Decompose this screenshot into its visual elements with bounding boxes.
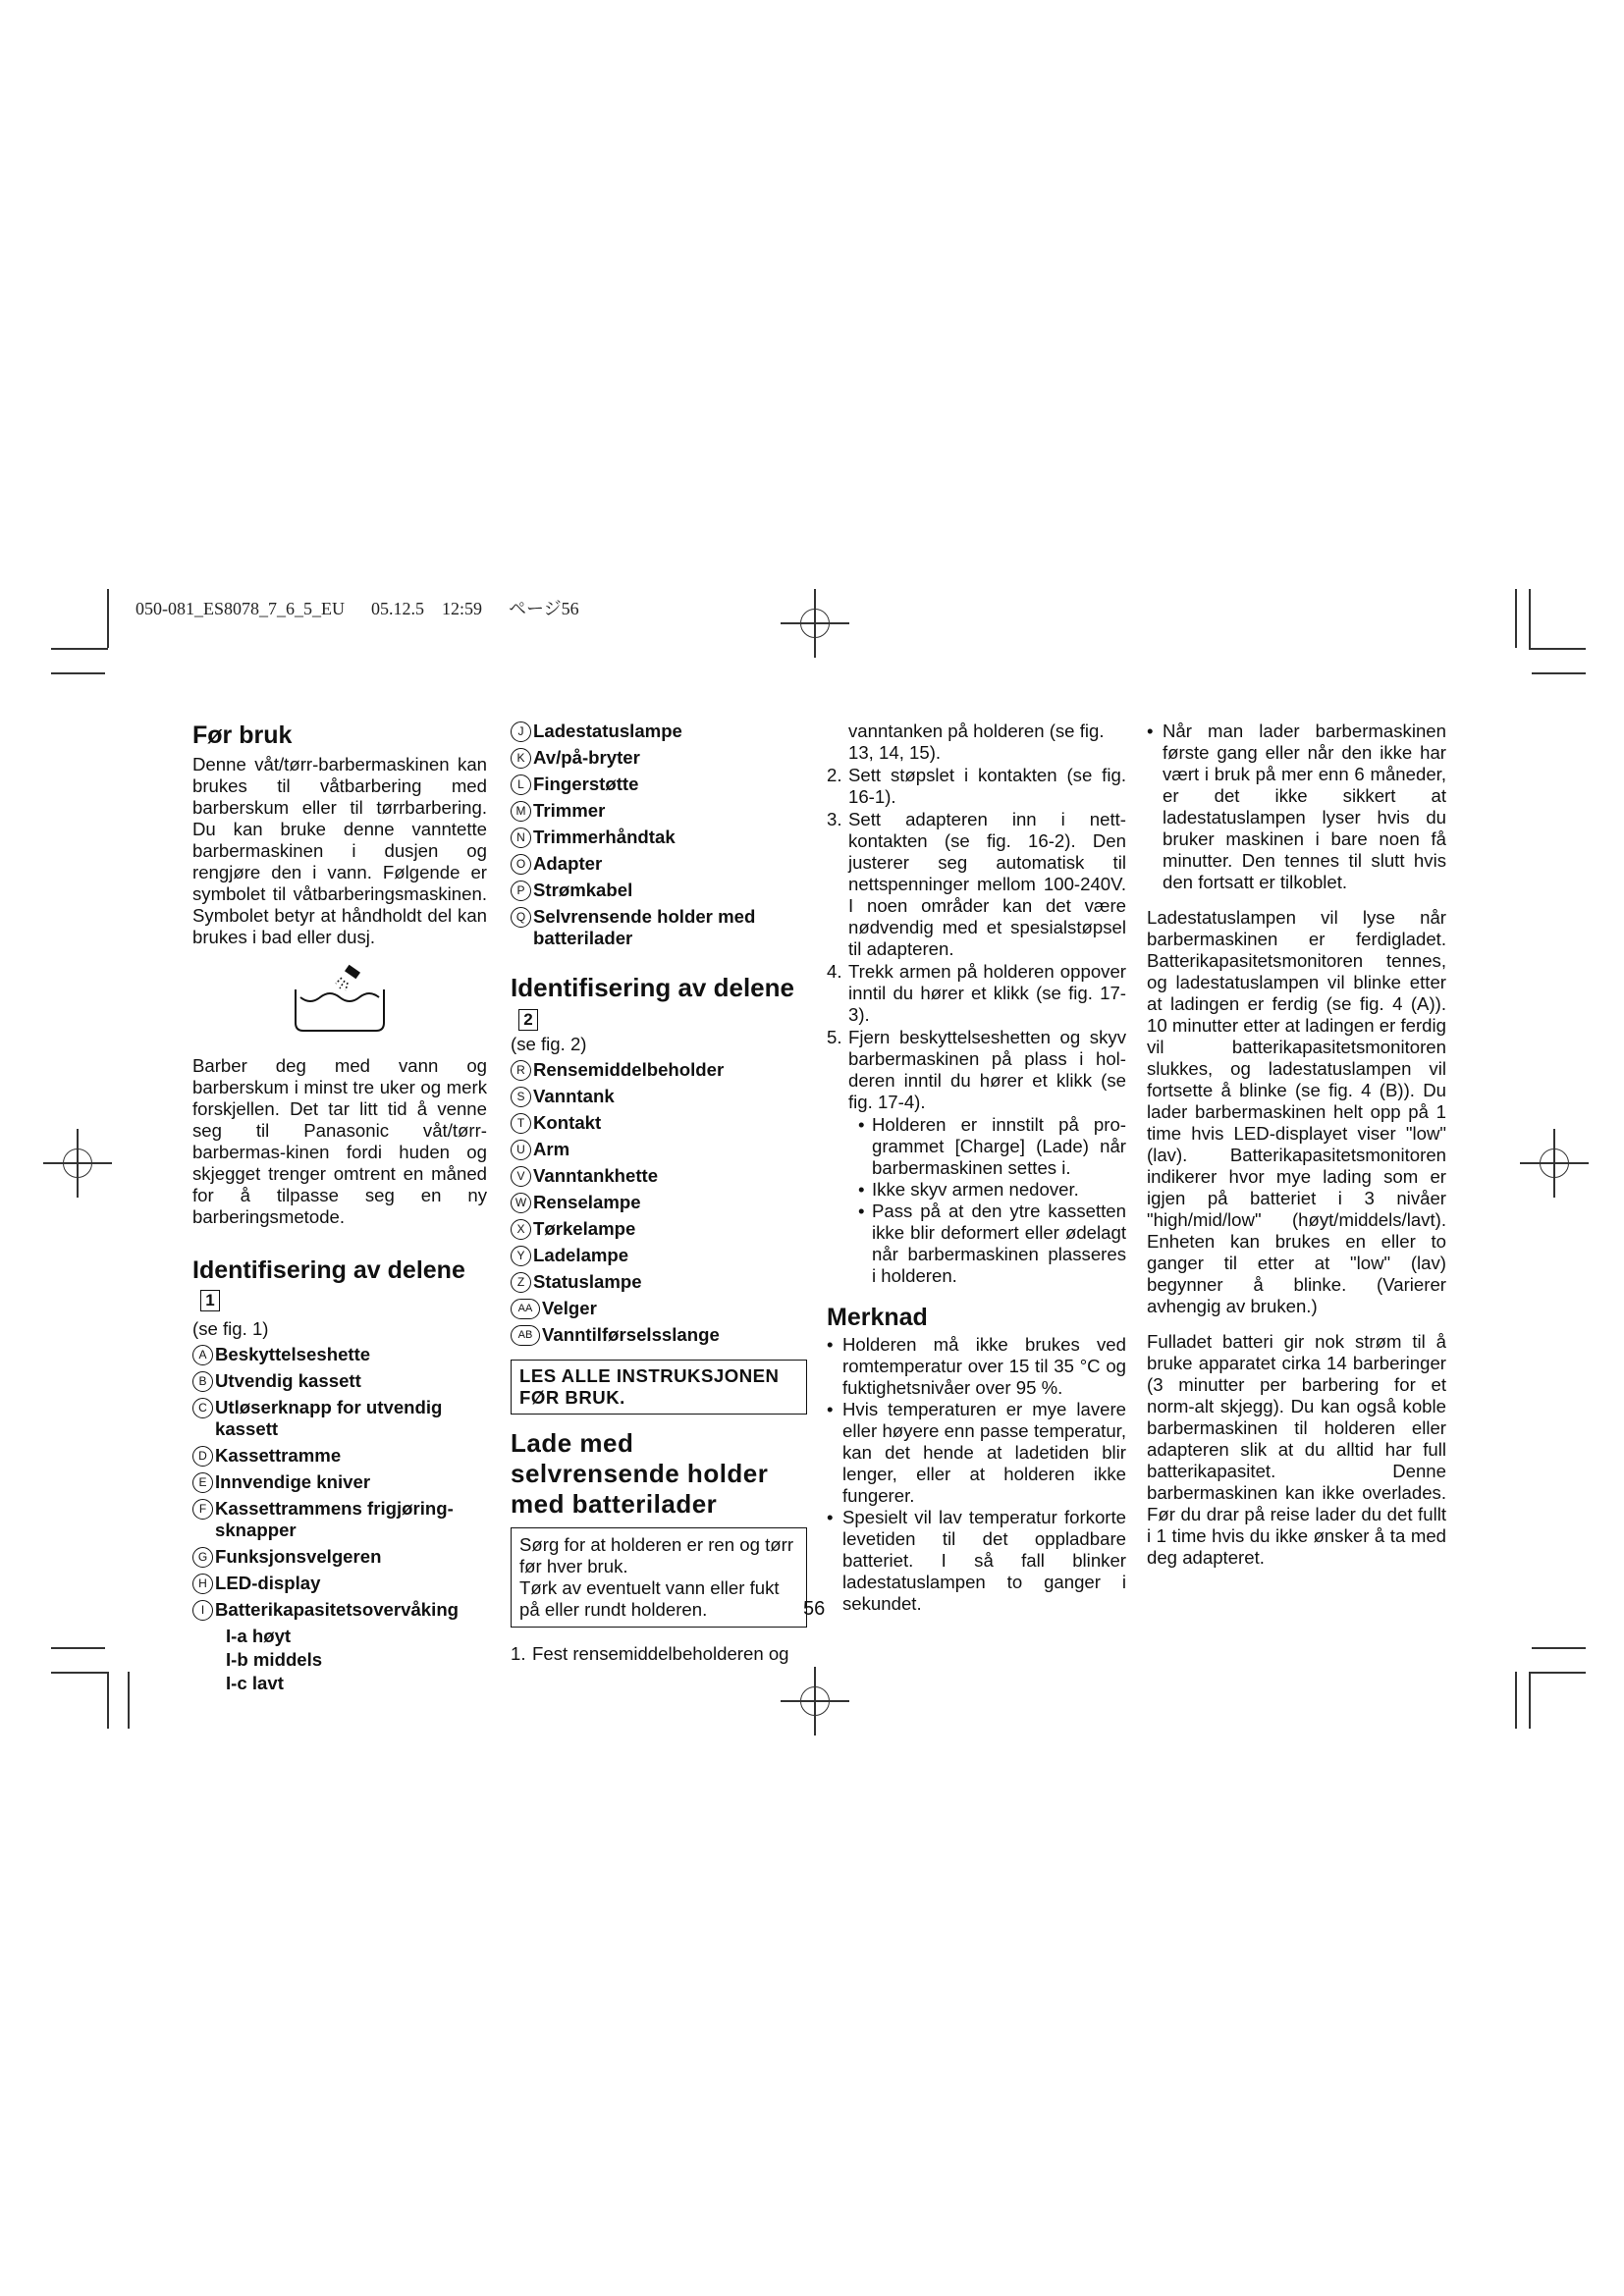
part-label: Trimmer [533, 800, 606, 821]
note-bullet [827, 1399, 1126, 1507]
part-letter-badge: G [192, 1547, 213, 1568]
steps-list [827, 765, 1126, 1113]
header-date: 05.12.5 [371, 599, 424, 618]
part-label: Utløserknapp for utvendig kassett [215, 1397, 443, 1439]
bullet-first-charge [1147, 721, 1446, 893]
part-item [511, 1059, 807, 1081]
part-letter-badge: T [511, 1113, 531, 1134]
part-label: Beskyttelseshette [215, 1344, 371, 1364]
part-label: Vanntank [533, 1086, 615, 1106]
step-item [827, 809, 1126, 960]
part-item [192, 1397, 487, 1440]
crop-mark [107, 1672, 109, 1729]
bullet-text: Spesielt vil lav temperatur forkorte levetiden til det oppladbare batteriet. I så fall blinker ladestatuslampen to ganger i sekundet. [842, 1507, 1126, 1614]
part-label: Adapter [533, 853, 603, 874]
part-label: Ladelampe [533, 1245, 629, 1265]
part-label: Rensemiddelbeholder [533, 1059, 725, 1080]
column-1 [192, 721, 487, 1696]
crop-mark [51, 1647, 105, 1649]
registration-mark [781, 589, 849, 658]
step-number: 1. [511, 1643, 526, 1664]
part-letter-badge: B [192, 1371, 213, 1392]
part-letter-badge: X [511, 1219, 531, 1240]
battery-level-item [226, 1673, 487, 1694]
part-item [192, 1498, 487, 1541]
bullet-dot: • [827, 1507, 834, 1527]
part-item [511, 747, 807, 769]
part-item [511, 853, 807, 875]
note-bullet [827, 1507, 1126, 1615]
part-letter-badge: AA [511, 1299, 540, 1319]
section-title-before-use: Før bruk [192, 721, 293, 749]
battery-level-item [226, 1626, 487, 1647]
part-label: Trimmerhåndtak [533, 827, 676, 847]
part-label: Fingerstøtte [533, 774, 639, 794]
bullet-text: Holderen må ikke brukes ved romtemperatur over 15 til 35 °C og fuktighetsnivåer over 95 %. [842, 1334, 1126, 1398]
step-number: 3. [827, 809, 842, 829]
crop-mark [128, 1672, 130, 1729]
section-title-parts-2 [511, 973, 807, 1034]
part-label: Innvendige kniver [215, 1471, 371, 1492]
part-label: Arm [533, 1139, 570, 1159]
step-number: 5. [827, 1027, 842, 1047]
crop-mark [1529, 589, 1531, 648]
parts-list-1-continued [511, 721, 807, 949]
step-text: Fjern beskyttelseshetten og skyv barbermaskinen på plass i hol-deren inntil du hører et klikk (se fig. 17-4). [848, 1027, 1126, 1112]
crop-mark [1532, 1647, 1586, 1649]
bullet-text: Pass på at den ytre kassetten ikke blir deformert eller ødelagt når barbermaskinen plasseres i holderen. [872, 1201, 1126, 1286]
part-item [511, 1271, 807, 1293]
care-notice-box: Sørg for at holderen er ren og tørr før hver bruk. Tørk av eventuelt vann eller fukt på eller rundt holderen. [511, 1527, 807, 1628]
step-text: Sett adapteren inn i nett-kontakten (se fig. 16-2). Den justerer seg automatisk til nettspenninger mellom 100-240V. I noen områder kan det være nødvendig med et spesialstøpsel til adapteren. [848, 809, 1126, 959]
part-item [511, 1165, 807, 1187]
part-letter-badge: N [511, 828, 531, 848]
bullet-dot: • [827, 1334, 834, 1355]
step-item [827, 961, 1126, 1026]
part-item [511, 774, 807, 795]
part-letter-badge: I [226, 1626, 232, 1646]
step-5-notes [827, 1114, 1126, 1287]
part-label: Vanntankhette [533, 1165, 659, 1186]
part-item [511, 906, 807, 949]
part-label: Batterikapasitetsovervåking [215, 1599, 460, 1620]
section-title-charging: Lade med selvrensende holder med batterilader [511, 1428, 769, 1519]
part-item [511, 721, 807, 742]
battery-levels-list [192, 1626, 487, 1694]
crop-mark [1515, 1672, 1517, 1729]
part-item [511, 800, 807, 822]
part-item [511, 827, 807, 848]
part-label: Strømkabel [533, 880, 633, 900]
part-label: Selvrensende holder med batterilader [533, 906, 756, 948]
notes-list [827, 1334, 1126, 1615]
part-letter-badge: AB [511, 1325, 540, 1346]
sub-bullet [858, 1201, 1126, 1287]
step-text: vanntanken på holderen (se fig. 13, 14, 15). [848, 721, 1105, 763]
crop-mark [51, 672, 105, 674]
step-1-continued [827, 721, 1126, 764]
step-text: Fest rensemiddelbeholderen og [532, 1643, 789, 1664]
part-letter-badge: L [511, 774, 531, 795]
part-letter-badge: S [511, 1087, 531, 1107]
part-item [511, 1112, 807, 1134]
part-label: Velger [542, 1298, 597, 1318]
note-bullet [827, 1334, 1126, 1399]
sub-bullet [858, 1179, 1126, 1201]
warning-notice: LES ALLE INSTRUKSJONEN FØR BRUK. [511, 1360, 807, 1415]
part-item [511, 1139, 807, 1160]
header-time: 12:59 [442, 599, 483, 618]
bullet-text: Ikke skyv armen nedover. [872, 1179, 1079, 1200]
part-label: -c lavt [231, 1673, 284, 1693]
parts-title-text: Identifisering av delene [511, 973, 794, 1002]
part-label: Kontakt [533, 1112, 602, 1133]
bullet-dot: • [858, 1201, 865, 1221]
part-label: LED-display [215, 1573, 321, 1593]
bullet-dot: • [858, 1114, 865, 1135]
part-letter-badge: A [192, 1345, 213, 1365]
part-label: Renselampe [533, 1192, 641, 1212]
part-letter-badge: E [192, 1472, 213, 1493]
crop-mark [51, 648, 108, 650]
bullet-text: Hvis temperaturen er mye lavere eller høyere enn passe temperatur, kan det hende at ladetiden blir lenger, eller at holderen ikke fungerer. [842, 1399, 1126, 1506]
bullet-dot: • [1147, 721, 1154, 741]
part-letter-badge: Z [511, 1272, 531, 1293]
part-item [511, 1218, 807, 1240]
part-letter-badge: P [511, 881, 531, 901]
section-title-note: Merknad [827, 1304, 928, 1331]
part-item [192, 1445, 487, 1467]
part-item [511, 1192, 807, 1213]
part-item [511, 1086, 807, 1107]
column-2 [511, 721, 807, 1666]
part-letter-badge: F [192, 1499, 213, 1520]
crop-mark [1515, 589, 1517, 648]
part-label: Utvendig kassett [215, 1370, 361, 1391]
parts-list-2 [511, 1059, 807, 1346]
battery-level-item [226, 1649, 487, 1671]
part-label: Ladestatuslampe [533, 721, 682, 741]
part-letter-badge: W [511, 1193, 531, 1213]
part-label: Statuslampe [533, 1271, 642, 1292]
part-label: -b middels [231, 1649, 323, 1670]
part-label: Kassettramme [215, 1445, 342, 1466]
part-label: Funksjonsvelgeren [215, 1546, 382, 1567]
crop-mark [1529, 1672, 1531, 1729]
step-number: 4. [827, 961, 842, 982]
part-item [192, 1599, 487, 1621]
bullet-text: Holderen er innstilt på pro-grammet [Charge] (Lade) når barbermaskinen settes i. [872, 1114, 1126, 1178]
part-letter-badge: K [511, 748, 531, 769]
part-letter-badge: O [511, 854, 531, 875]
part-letter-badge: R [511, 1060, 531, 1081]
crop-mark [51, 1672, 108, 1674]
part-letter-badge: H [192, 1574, 213, 1594]
print-header [135, 595, 579, 620]
sub-bullet [858, 1114, 1126, 1179]
figure-number-box: 2 [518, 1009, 538, 1031]
shower-bath-icon [291, 962, 389, 1033]
column-3 [827, 721, 1126, 1615]
paragraph-charge-status: Ladestatuslampen vil lyse når barbermaskinen er ferdigladet. Batterikapasitetsmonitoren tennes, og ladestatuslampen vil blinke etter at ladingen er ferdig (se fig. 4 (A)). 10 minutter etter at ladingen er ferdig vil batterikapasitetsmonitoren slukkes, og ladestatuslampen vil fortsette å blinke (se fig. 4 (B)). Du lader barbermaskinen helt opp på 1 time hvis LED-displayet viser "low" (lav). Batterikapasitetsmonitoren indikerer hvor mye lading som er igjen på batteriet i 3 nivåer "high/mid/low" (høyt/middels/lavt). Enheten kan brukes en eller to ganger til etter at "low" (lav) begynner å blinke. (Varierer avhengig av bruken.) [1147, 907, 1446, 1316]
figure-number-box: 1 [200, 1290, 220, 1311]
part-label: Av/på-bryter [533, 747, 640, 768]
part-letter-badge: I [192, 1600, 213, 1621]
crop-mark [1529, 1672, 1586, 1674]
paragraph-advice: Barber deg med vann og barberskum i minst tre uker og merk forskjellen. Det tar litt tid å venne seg til Panasonic våt/tørr-barbermas-kinen fordi huden og skjegget trenger omtrent en måned for å tilpasse seg en ny barberingsmetode. [192, 1055, 487, 1227]
crop-mark [107, 589, 109, 648]
parts-list-1 [192, 1344, 487, 1621]
paragraph-battery-capacity: Fulladet batteri gir nok strøm til å bruke apparatet cirka 14 barberinger (3 minutter per barbering for et norm-alt skjegg). Du kan også koble barbermaskinen til holderen eller adapteren slik at du alltid har full batterikapasitet. Denne barbermaskinen kan ikke overlades. Før du drar på reise lader du det fullt i 1 time hvis du ikke ønsker å ta med deg adapteret. [1147, 1331, 1446, 1568]
part-item [511, 880, 807, 901]
bullet-text: Når man lader barbermaskinen første gang eller når den ikke har vært i bruk på mer enn 6 måneder, er det ikke sikkert at ladestatuslampen lyser hvis du bruker maskinen i bare noen få minutter. Den tennes til slutt hvis den fortsatt er tilkoblet. [1163, 721, 1446, 892]
registration-mark [43, 1129, 112, 1198]
part-item [192, 1370, 487, 1392]
part-label: Tørkelampe [533, 1218, 636, 1239]
registration-mark [1520, 1129, 1589, 1198]
part-item [511, 1245, 807, 1266]
figure-reference: (se fig. 1) [192, 1318, 269, 1339]
part-item [192, 1344, 487, 1365]
parts-title-text: Identifisering av delene [192, 1256, 465, 1284]
crop-mark [1532, 672, 1586, 674]
part-label: -a høyt [231, 1626, 292, 1646]
part-letter-badge: I [226, 1673, 232, 1693]
step-text: Sett støpslet i kontakten (se fig. 16-1). [848, 765, 1126, 807]
bullet-dot: • [827, 1399, 834, 1419]
step-item [827, 1027, 1126, 1113]
part-letter-badge: J [511, 721, 531, 742]
part-item [192, 1573, 487, 1594]
step-item [827, 765, 1126, 808]
step-number: 2. [827, 765, 842, 785]
part-letter-badge: I [226, 1649, 232, 1670]
part-letter-badge: V [511, 1166, 531, 1187]
part-label: Kassettrammens frigjøring-sknapper [215, 1498, 454, 1540]
header-file: 050-081_ES8078_7_6_5_EU [135, 599, 345, 618]
part-item [192, 1471, 487, 1493]
column-4 [1147, 721, 1446, 1569]
part-letter-badge: Q [511, 907, 531, 928]
part-letter-badge: Y [511, 1246, 531, 1266]
part-letter-badge: D [192, 1446, 213, 1467]
crop-mark [1529, 648, 1586, 650]
page-number: 56 [803, 1598, 826, 1620]
part-item [511, 1324, 807, 1346]
part-letter-badge: U [511, 1140, 531, 1160]
paragraph-intro: Denne våt/tørr-barbermaskinen kan brukes til våtbarbering med barberskum eller til tørrbarbering. Du kan bruke denne vanntette barbermaskinen i dusjen og rengjøre den i vann. Følgende er symbolet til våtbarberingsmaskinen. Symbolet betyr at håndholdt del kan brukes i bad eller dusj. [192, 754, 487, 947]
part-label: Vanntilførselsslange [542, 1324, 720, 1345]
section-title-parts-1 [192, 1255, 487, 1314]
part-item [192, 1546, 487, 1568]
bullet-dot: • [858, 1179, 865, 1200]
registration-mark [781, 1667, 849, 1735]
part-item [511, 1298, 807, 1319]
figure-reference: (se fig. 2) [511, 1034, 587, 1054]
step-1 [511, 1643, 807, 1665]
part-letter-badge: M [511, 801, 531, 822]
part-letter-badge: C [192, 1398, 213, 1418]
step-text: Trekk armen på holderen oppover inntil du hører et klikk (se fig. 17-3). [848, 961, 1126, 1025]
header-page-label: ページ56 [509, 599, 579, 618]
step-indent [827, 721, 848, 764]
